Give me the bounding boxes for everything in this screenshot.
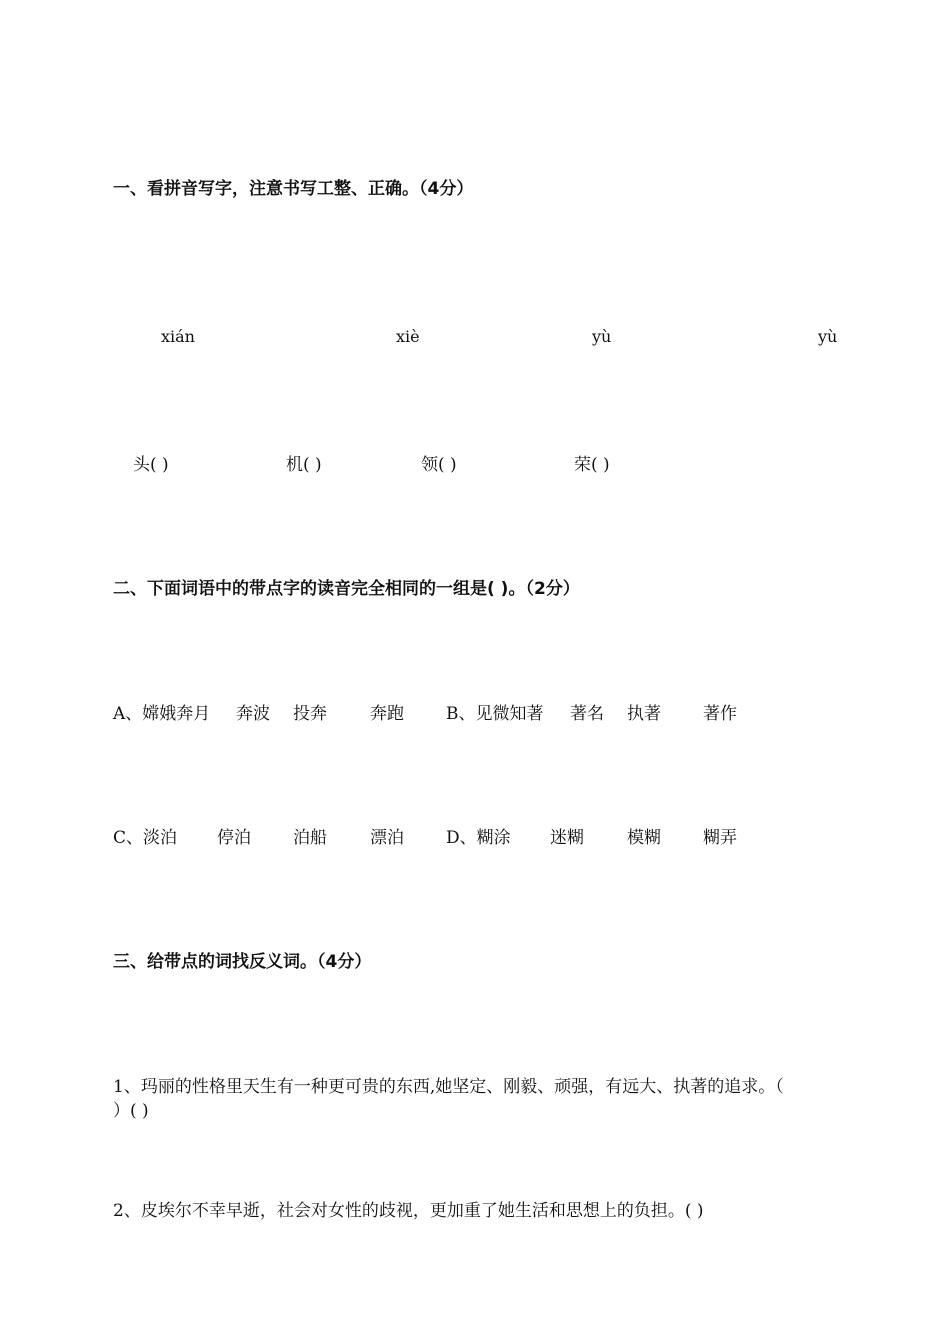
question-1-line-1: 1、玛丽的性格里天生有一种更可贵的东西,她坚定、刚毅、顽强，有远大、执著的追求。（ [113, 1077, 784, 1097]
char-blank-4: 荣( ) [574, 455, 610, 475]
char-blank-1: 头( ) [133, 455, 169, 475]
option-d-word-3: 模糊 [627, 828, 661, 848]
option-a-word-2: 奔波 [236, 704, 270, 724]
option-b-word-2: 著名 [570, 704, 604, 724]
option-b-word-4: 著作 [703, 704, 737, 724]
option-a-word-4: 奔跑 [370, 704, 404, 724]
char-blank-2: 机( ) [286, 455, 322, 475]
option-b-word-3: 执著 [627, 704, 661, 724]
option-a-word-3: 投奔 [293, 704, 327, 724]
option-a-label: A、嫦娥奔月 [113, 704, 211, 724]
option-d-word-4: 糊弄 [703, 828, 737, 848]
char-blank-3: 领( ) [421, 455, 457, 475]
section-3-heading: 三、给带点的词找反义词。（4分） [113, 952, 372, 972]
option-d-label: D、糊涂 [446, 828, 511, 848]
pinyin-2: xiè [396, 327, 420, 346]
option-c-word-4: 漂泊 [370, 828, 404, 848]
option-c-word-3: 泊船 [293, 828, 327, 848]
pinyin-4: yù [818, 327, 838, 346]
question-2: 2、皮埃尔不幸早逝，社会对女性的歧视，更加重了她生活和思想上的负担。( ) [113, 1201, 704, 1221]
question-1-line-2: ）( ) [113, 1101, 149, 1121]
option-b-label: B、见微知著 [446, 704, 544, 724]
pinyin-1: xián [161, 327, 195, 346]
option-c-word-2: 停泊 [217, 828, 251, 848]
option-c-label: C、淡泊 [113, 828, 178, 848]
option-d-word-2: 迷糊 [550, 828, 584, 848]
pinyin-3: yù [592, 327, 612, 346]
section-2-heading: 二、下面词语中的带点字的读音完全相同的一组是( )。（2分） [113, 579, 580, 599]
section-1-heading: 一、看拼音写字，注意书写工整、正确。（4分） [113, 179, 474, 199]
